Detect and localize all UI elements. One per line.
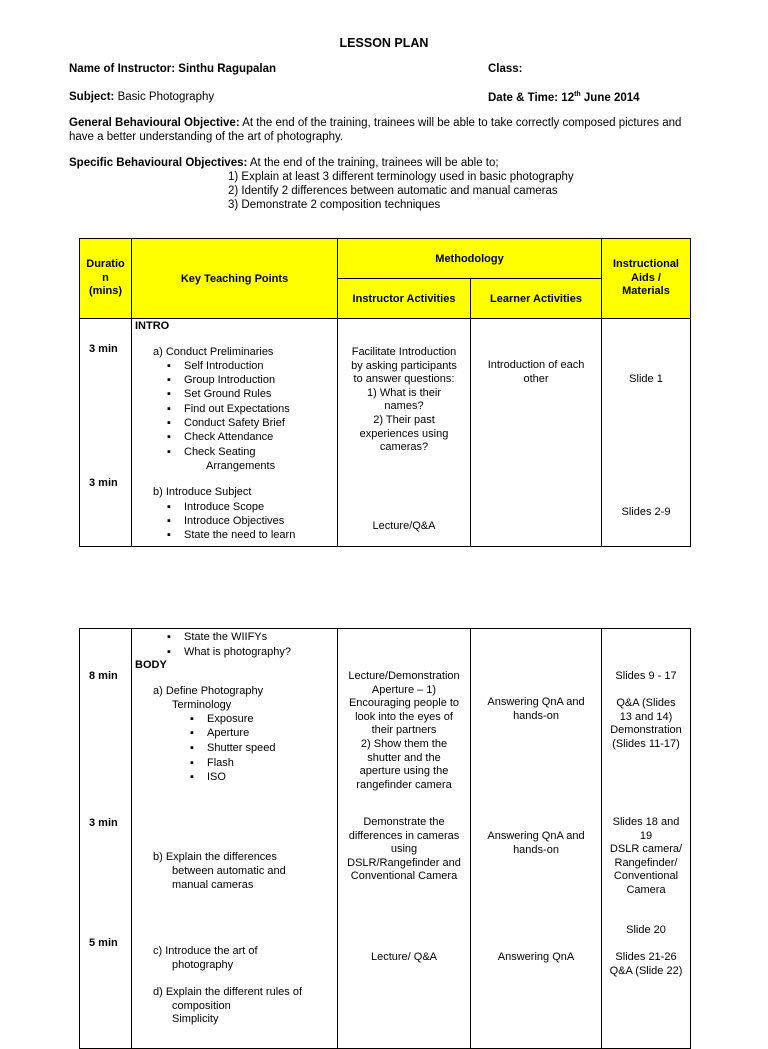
datetime-day: 12 — [561, 91, 575, 104]
instructor-activities-cell — [338, 319, 471, 547]
gbo-label: General Behavioural Objective: — [69, 117, 240, 129]
list-item: ▪ Check Seating — [184, 446, 256, 458]
gbo-line2: have a better understanding of the art of photography. — [69, 131, 344, 143]
list-item: ▪ Self Introduction — [184, 360, 264, 372]
instructor-row — [69, 63, 276, 75]
gbo-line1 — [69, 117, 681, 129]
datetime-rest: June 2014 — [583, 91, 640, 104]
learner-activity-1: Answering QnA and hands-on — [487, 696, 585, 722]
item-b-label: b) Introduce Subject — [153, 486, 252, 498]
item-d-label: d) Explain the different rules of — [153, 986, 302, 998]
intro-heading: INTRO — [135, 320, 170, 332]
datetime-sup: th — [574, 91, 581, 98]
header-methodology: Methodology — [338, 239, 602, 279]
instructor-activity-1: Lecture/Demonstration Aperture – 1) Encouraging people to look into the eyes of their partners 2) Show them the shutter and the aperture using the rangefinder camera — [348, 670, 460, 791]
duration-intro-a: 3 min — [89, 343, 118, 355]
aids-1: Slides 9 - 17 Q&A (Slides 13 and 14) Demonstration (Slides 11-17) — [610, 670, 682, 750]
key-points-cell — [132, 629, 338, 1049]
aids-2: Slides 18 and 19 DSLR camera/ Rangefinder/ Conventional Camera — [609, 816, 683, 896]
list-item: ▪ Introduce Objectives — [184, 515, 284, 527]
duration-body-c: 5 min — [89, 937, 118, 949]
item-a-label: a) Conduct Preliminaries — [153, 346, 274, 358]
instructor-activity-3: Lecture/ Q&A — [370, 951, 438, 963]
item-b-label-cont: between automatic and — [172, 865, 286, 877]
learner-activity-2: Answering QnA and hands-on — [487, 830, 585, 856]
learner-activity-3: Answering QnA — [497, 951, 575, 963]
gbo-text1: At the end of the training, trainees will be able to take correctly composed pictures and — [242, 117, 682, 129]
datetime-row — [488, 91, 640, 104]
instructor-activities-cell — [338, 629, 471, 1049]
list-item: ▪ State the need to learn — [184, 529, 295, 541]
datetime-label: Date & Time: — [488, 91, 559, 104]
learner-activities-cell — [471, 319, 602, 547]
list-item: ▪ Introduce Scope — [184, 501, 264, 513]
lesson-table-2 — [79, 628, 691, 1049]
instructor-label: Name of Instructor: — [69, 63, 176, 75]
learner-activities-cell — [471, 629, 602, 1049]
header-duration: Duratio n (mins) — [80, 239, 132, 319]
learner-activity-1: Introduction of each other — [487, 359, 585, 385]
item-c-label: c) Introduce the art of — [153, 945, 258, 957]
header-instructor-activities: Instructor Activities — [338, 279, 471, 319]
header-aids: Instructional Aids / Materials — [602, 239, 691, 319]
sbo-item-3: 3) Demonstrate 2 composition techniques — [228, 199, 441, 211]
sbo-line — [69, 157, 499, 169]
instructor-activity-2: Demonstrate the differences in cameras using DSLR/Rangefinder and Conventional Camera — [347, 816, 461, 883]
list-item: ▪ Group Introduction — [184, 374, 275, 386]
item-c-label-cont: photography — [172, 959, 234, 971]
item-a-label: a) Define Photography — [153, 685, 264, 697]
instructor-name: Sinthu Ragupalan — [178, 63, 277, 75]
aids-1: Slide 1 — [629, 373, 663, 385]
sbo-item-1: 1) Explain at least 3 different terminology used in basic photography — [228, 171, 574, 183]
duration-cell — [80, 629, 132, 1049]
item-a-label-cont: Terminology — [172, 699, 232, 711]
subject-row — [69, 91, 214, 103]
duration-body-a: 8 min — [89, 670, 118, 682]
list-item: ▪ Exposure — [207, 713, 253, 725]
sbo-label: Specific Behavioural Objectives: — [69, 157, 248, 169]
list-item: ▪ Find out Expectations — [184, 403, 290, 415]
duration-intro-b: 3 min — [89, 477, 118, 489]
item-b-label-cont: manual cameras — [172, 879, 254, 891]
duration-cell — [80, 319, 132, 547]
body-heading: BODY — [135, 659, 167, 671]
list-item: ▪ ISO — [207, 771, 226, 783]
item-d-label-cont: Simplicity — [172, 1013, 219, 1025]
key-points-cell — [132, 319, 338, 547]
page-title: LESSON PLAN — [339, 36, 429, 50]
list-item-cont: Arrangements — [206, 460, 276, 472]
sbo-item-2: 2) Identify 2 differences between automatic and manual cameras — [228, 185, 558, 197]
instructor-activity-2: Lecture/Q&A — [372, 520, 436, 532]
aids-3: Slide 20 Slides 21-26 Q&A (Slide 22) — [609, 924, 683, 977]
item-d-label-cont: composition — [172, 1000, 231, 1012]
subject-value: Basic Photography — [117, 91, 215, 103]
class-label: Class: — [488, 63, 523, 75]
instructor-activity-1: Facilitate Introduction by asking participants to answer questions: 1) What is their names? 2) Their past experiences using cameras? — [351, 346, 457, 454]
aids-cell — [602, 629, 691, 1049]
list-item: ▪ What is photography? — [184, 646, 291, 658]
header-learner-activities: Learner Activities — [471, 279, 602, 319]
duration-body-b: 3 min — [89, 817, 118, 829]
aids-2: Slides 2-9 — [621, 506, 671, 518]
lesson-table-1 — [79, 238, 691, 547]
list-item: ▪ Conduct Safety Brief — [184, 417, 285, 429]
list-item: ▪ State the WIIFYs — [184, 631, 267, 643]
subject-label: Subject: — [69, 91, 115, 103]
list-item: ▪ Check Attendance — [184, 431, 273, 443]
list-item: ▪ Aperture — [207, 727, 249, 739]
list-item: ▪ Shutter speed — [207, 742, 276, 754]
list-item: ▪ Set Ground Rules — [184, 388, 271, 400]
header-key-points: Key Teaching Points — [132, 239, 338, 319]
sbo-intro: At the end of the training, trainees will be able to; — [249, 157, 499, 169]
item-b-label: b) Explain the differences — [153, 851, 277, 863]
aids-cell — [602, 319, 691, 547]
list-item: ▪ Flash — [207, 757, 234, 769]
